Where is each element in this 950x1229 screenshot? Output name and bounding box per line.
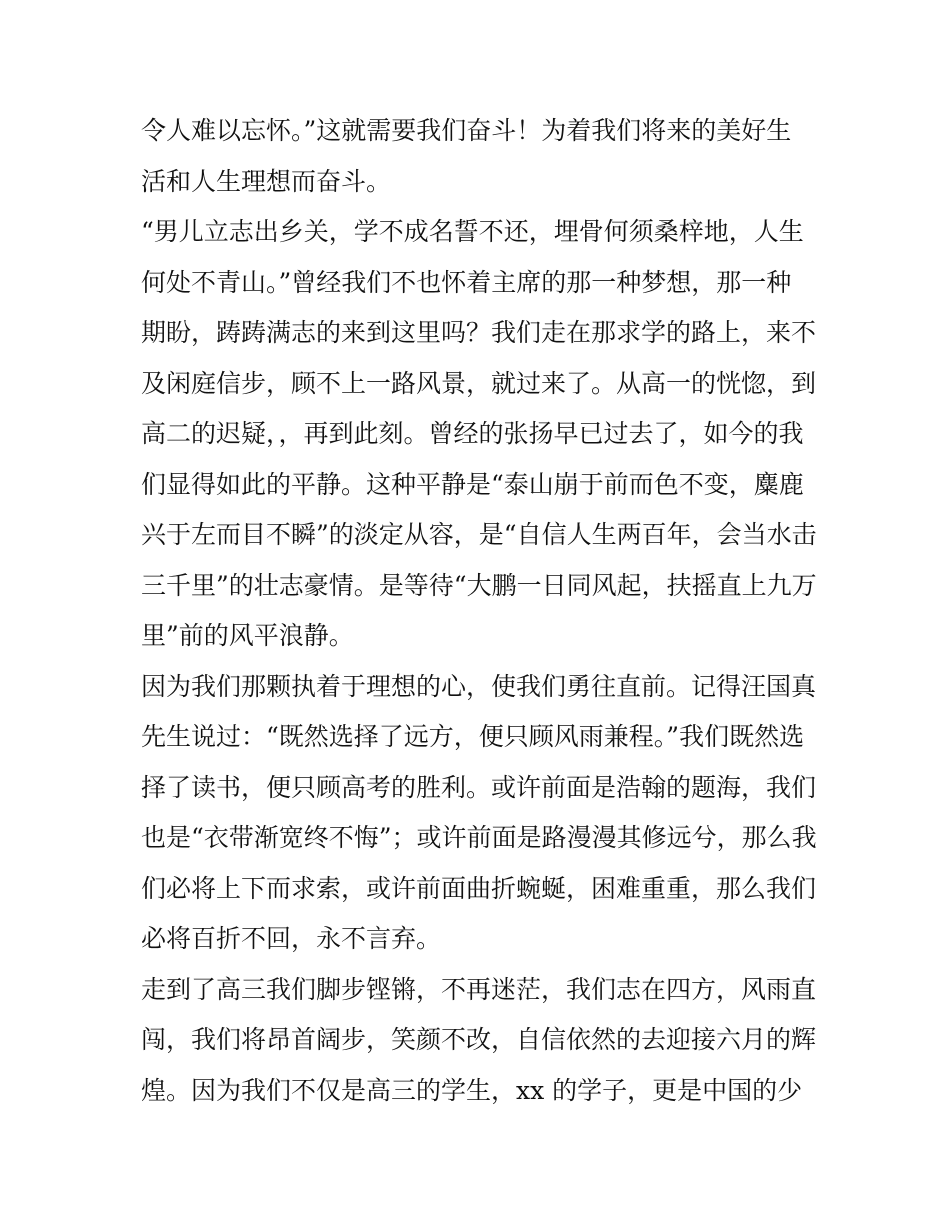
paragraph-3 <box>141 662 817 965</box>
document-body <box>141 106 817 1116</box>
text-line: 里”前的风平浪静。 <box>141 621 354 650</box>
text-line: 们显得如此的平静。这种平静是“泰山崩于前而色不变，麋鹿 <box>141 469 804 499</box>
paragraph-1 <box>141 106 813 207</box>
text-line: 期盼，踌踌满志的来到这里吗？我们走在那求学的路上，来不 <box>141 318 817 347</box>
text-line: 令人难以忘怀。”这就需要我们奋斗！为着我们将来的美好生 <box>141 116 792 145</box>
text-line: 走到了高三我们脚步铿锵，不再迷茫，我们志在四方，风雨直 <box>141 974 817 1004</box>
text-line: 煌。因为我们不仅是高三的学生，xx 的学子，更是中国的少 <box>141 1075 803 1105</box>
text-line: “男儿立志出乡关，学不成名誓不还，埋骨何须桑梓地，人生 <box>141 217 804 246</box>
text-line: 们必将上下而求索，或许前面曲折蜿蜒，困难重重，那么我们 <box>141 873 817 903</box>
text-line: 及闲庭信步，顾不上一路风景，就过来了。从高一的恍惚，到 <box>141 368 817 398</box>
text-line: 必将百折不回，永不言弃。 <box>141 924 442 953</box>
text-line: 先生说过：“既然选择了远方，便只顾风雨兼程。”我们既然选 <box>141 722 805 751</box>
text-line: 活和人生理想而奋斗。 <box>141 166 392 196</box>
text-line: 兴于左而目不瞬”的淡定从容，是“自信人生两百年，会当水击 <box>141 520 817 549</box>
text-line: 高二的迟疑，，再到此刻。曾经的张扬早已过去了，如今的我 <box>141 419 804 448</box>
paragraph-2 <box>141 207 817 662</box>
text-line: 也是“衣带渐宽终不悔”；或许前面是路漫漫其修远兮，那么我 <box>141 823 817 852</box>
text-line: 择了读书，便只顾高考的胜利。或许前面是浩翰的题海，我们 <box>141 772 817 802</box>
text-line: 闯，我们将昂首阔步，笑颜不改，自信依然的去迎接六月的辉 <box>141 1025 817 1054</box>
text-line: 因为我们那颗执着于理想的心，使我们勇往直前。记得汪国真 <box>141 671 817 701</box>
paragraph-4 <box>141 965 817 1117</box>
text-line: 三千里”的壮志豪情。是等待“大鹏一日同风起，扶摇直上九万 <box>141 570 817 600</box>
text-line: 何处不青山。”曾经我们不也怀着主席的那一种梦想，那一种 <box>141 267 792 297</box>
